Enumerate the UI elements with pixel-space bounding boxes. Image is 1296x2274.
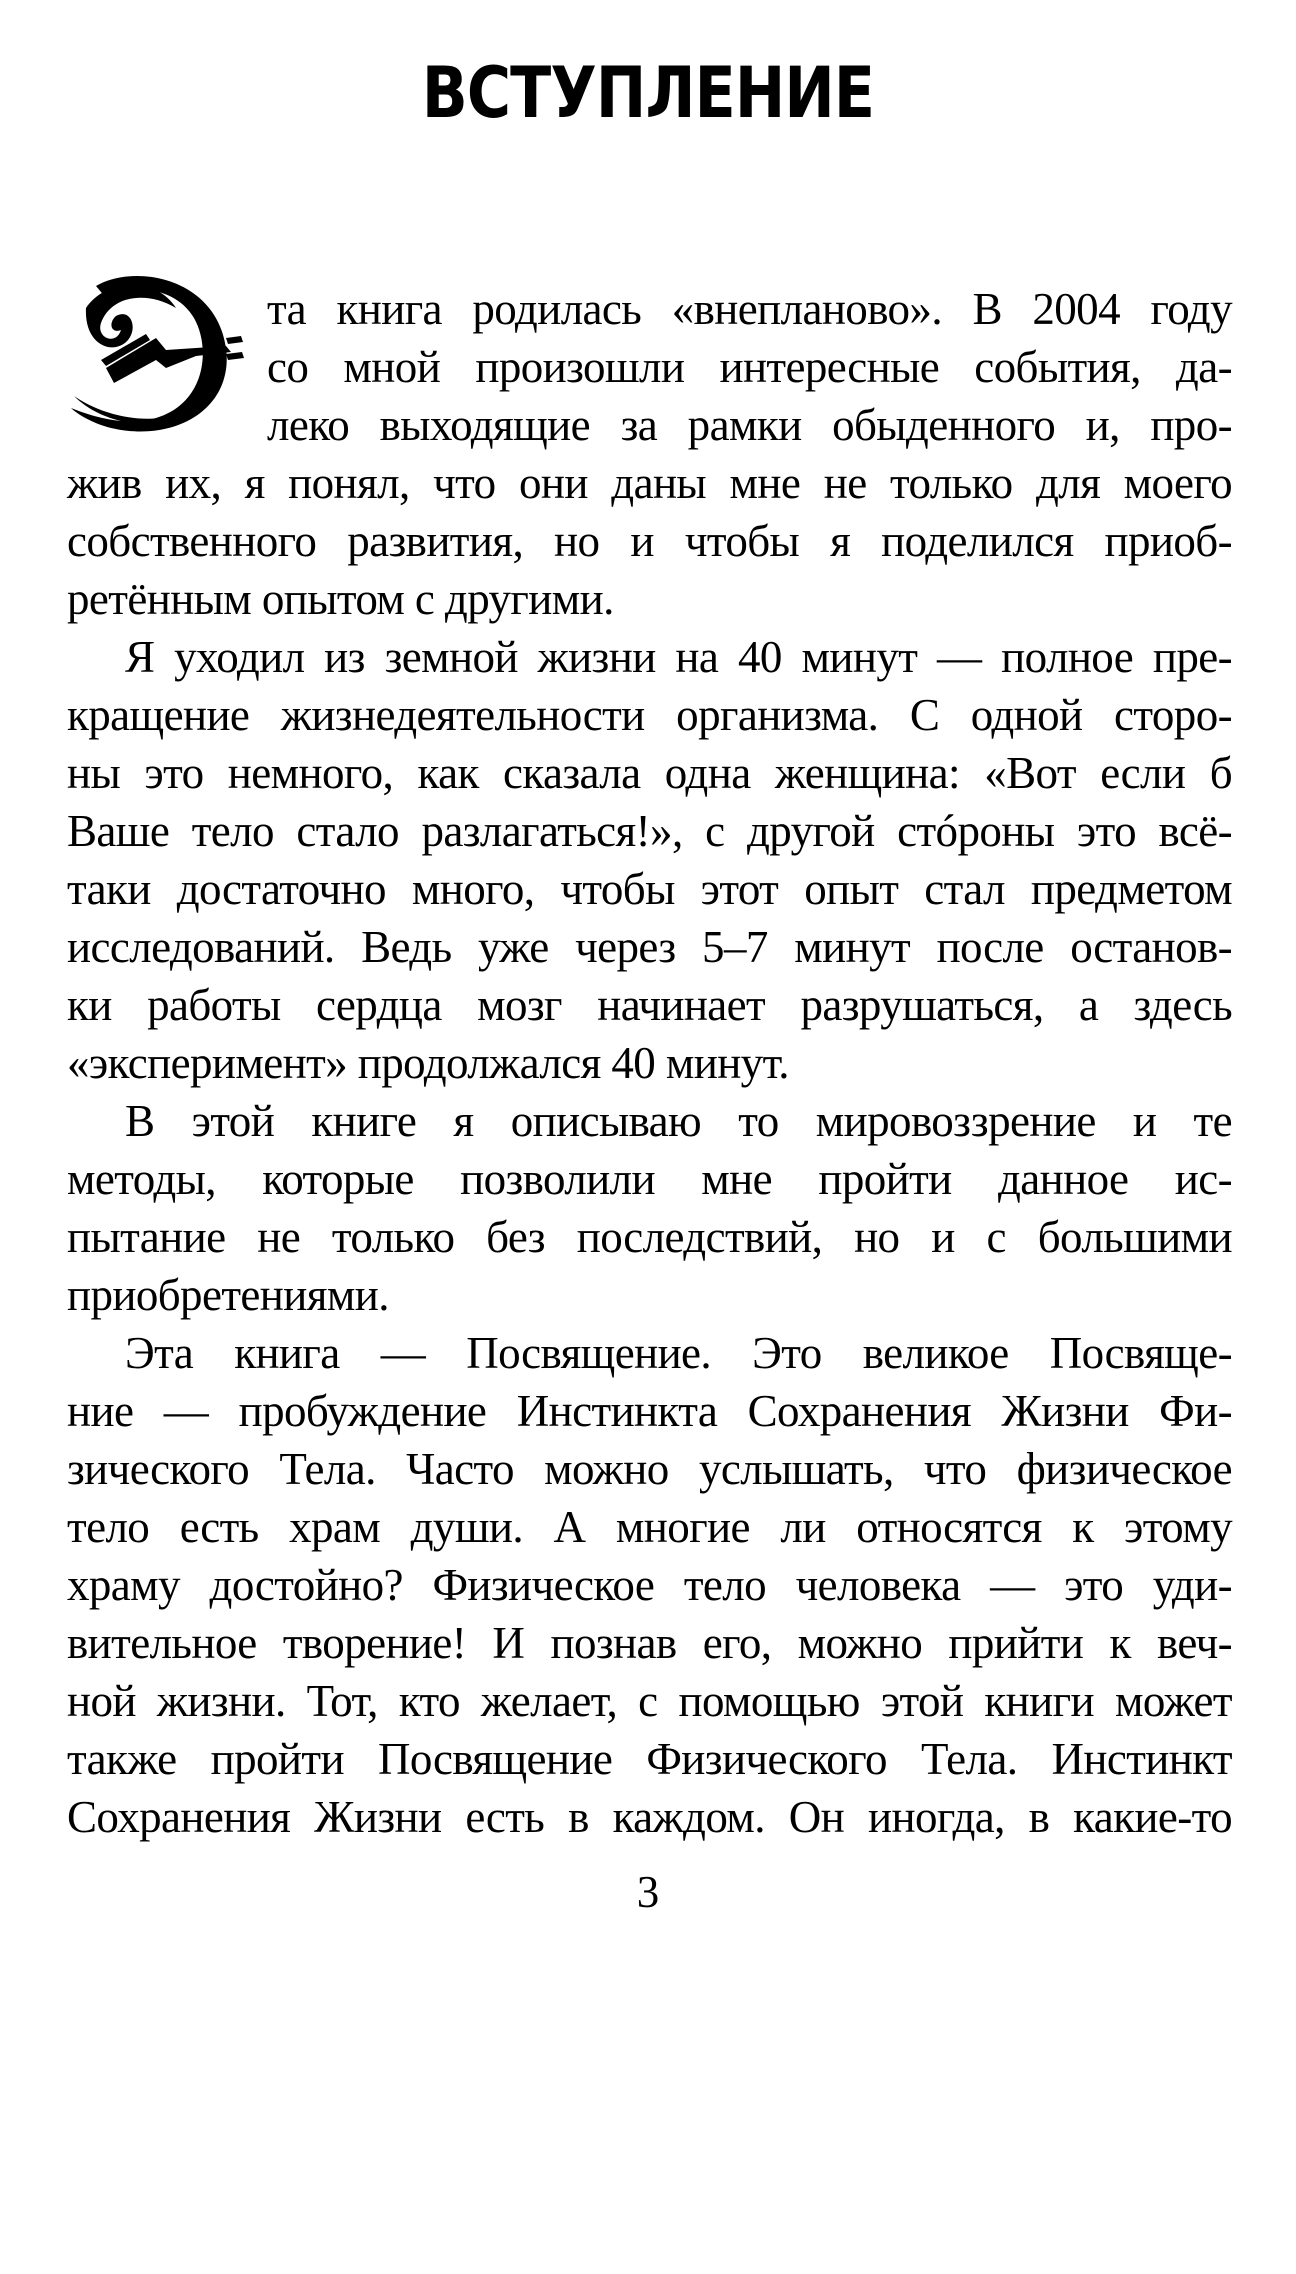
chapter-title: ВСТУПЛЕНИЕ [421, 52, 875, 134]
text-line: приобретениями. [67, 1270, 389, 1320]
paragraph [67, 280, 1232, 628]
text-line: кращение жизнедеятельности организма. С одной сторо- [67, 690, 1232, 740]
text-line: ны это немного, как сказала одна женщина: «Вот если б [67, 748, 1232, 798]
text-line: Я уходил из земной жизни на 40 минут — полное пре- [125, 632, 1232, 682]
text-line: со мной произошли интересные события, да- [267, 342, 1232, 392]
text-line: леко выходящие за рамки обыденного и, про- [267, 400, 1232, 450]
text-line: ки работы сердца мозг начинает разрушаться, а здесь [67, 980, 1232, 1030]
text-line: ретённым опытом с другими. [67, 574, 614, 624]
text-line: исследований. Ведь уже через 5–7 минут после останов- [67, 922, 1232, 972]
text-line: Эта книга — Посвящение. Это великое Посвяще- [125, 1328, 1232, 1378]
page-number: 3 [636, 1867, 660, 1917]
text-line: В этой книге я описываю то мировоззрение и те [125, 1096, 1232, 1146]
paragraph [67, 1324, 1232, 1846]
text-line: ной жизни. Тот, кто желает, с помощью этой книги может [67, 1676, 1232, 1726]
text-line: пытание не только без последствий, но и с большими [67, 1212, 1232, 1262]
text-line: жив их, я понял, что они даны мне не только для моего [67, 458, 1232, 508]
text-line: таки достаточно много, чтобы этот опыт стал предметом [67, 864, 1232, 914]
text-line: собственного развития, но и чтобы я поделился приоб- [67, 516, 1232, 566]
text-line: тело есть храм души. А многие ли относятся к этому [67, 1502, 1232, 1552]
body-text [67, 280, 1232, 1846]
text-line: зического Тела. Часто можно услышать, что физическое [67, 1444, 1232, 1494]
text-line: «эксперимент» продолжался 40 минут. [67, 1038, 789, 1088]
text-line: Ваше тело стало разлагаться!», с другой стóроны это всё- [67, 806, 1232, 856]
text-line: также пройти Посвящение Физического Тела. Инстинкт [67, 1734, 1232, 1784]
paragraph [67, 628, 1232, 1092]
paragraph [67, 1092, 1232, 1324]
text-line: Сохранения Жизни есть в каждом. Он иногда, в какие-то [67, 1792, 1232, 1842]
text-line: ние — пробуждение Инстинкта Сохранения Жизни Фи- [67, 1386, 1232, 1436]
text-line: вительное творение! И познав его, можно прийти к веч- [67, 1618, 1232, 1668]
text-line: методы, которые позволили мне пройти данное ис- [67, 1154, 1232, 1204]
text-line: та книга родилась «внепланово». В 2004 году [267, 284, 1232, 334]
text-line: храму достойно? Физическое тело человека — это уди- [67, 1560, 1232, 1610]
